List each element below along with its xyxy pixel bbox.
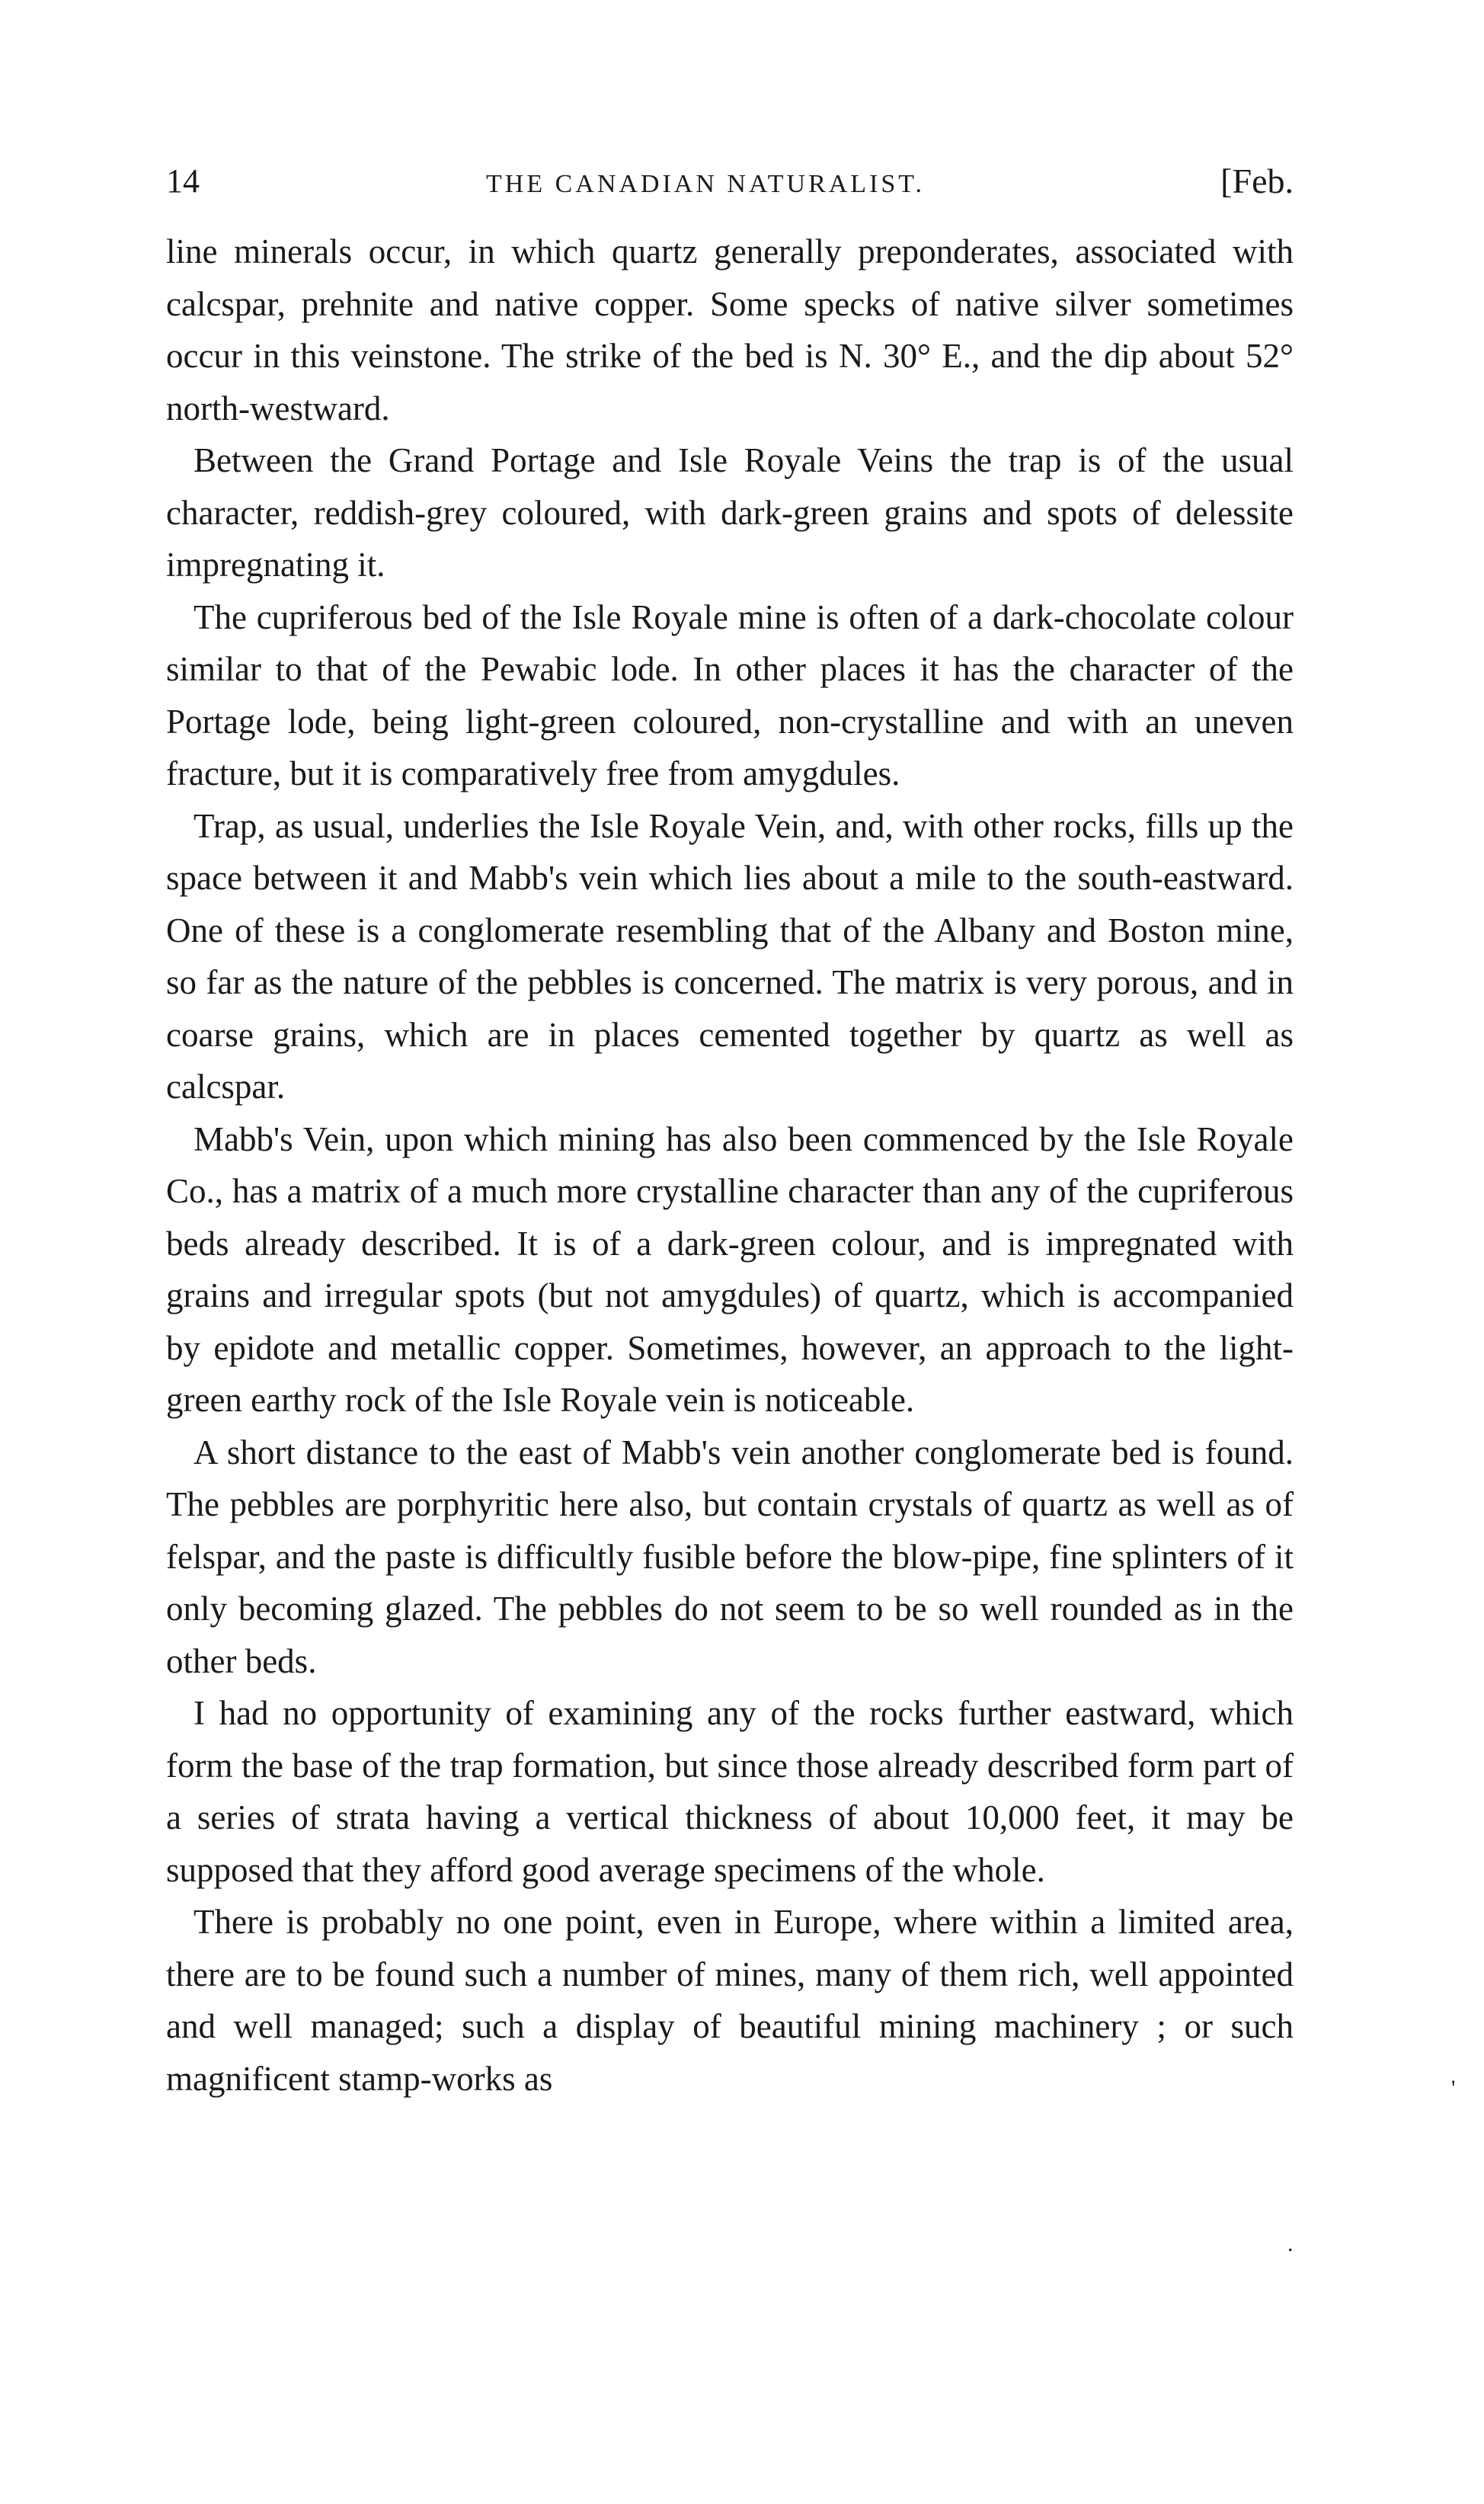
paragraph-8: There is probably no one point, even in Europe, where within a limited area, there are to be found such a number of mines, many of them rich, well appointed and well managed; such a display of beautiful mining machinery ; or such magnificent stamp-works as <box>166 1903 1294 2098</box>
paragraph-6: A short distance to the east of Mabb's vein another conglomerate bed is found. The pebbles are porphyritic here also, but contain crystals of quartz as well as of felspar, and the paste is difficultly fusible before the blow-pipe, fine splinters of it only becoming glazed. The pebbles do not seem to be so well rounded as in the other beds. <box>166 1433 1294 1680</box>
paragraph-2: Between the Grand Portage and Isle Royale Veins the trap is of the usual character, reddish-grey coloured, with dark-green grains and spots of delessite impregnating it. <box>166 441 1294 584</box>
page-number: 14 <box>166 162 200 200</box>
issue-month: [Feb. <box>1220 162 1294 200</box>
paragraph-5: Mabb's Vein, upon which mining has also been commenced by the Isle Royale Co., has a matrix of a much more crystalline character than any of the cupriferous beds already described. It is of a dark-green colour, and is impregnated with grains and irregular spots (but not amygdules) of quartz, which is accompanied by epidote and metallic copper. Sometimes, however, an approach to the light-green earthy rock of the Isle Royale vein is noticeable. <box>166 1119 1294 1419</box>
running-head <box>166 159 1294 212</box>
margin-mark: . <box>1287 2231 1294 2256</box>
paragraph-7: I had no opportunity of examining any of the rocks further eastward, which form the base of the trap formation, but since those already described form part of a series of strata having a vertical thickness of about 10,000 feet, it may be supposed that they afford good average specimens of the whole. <box>166 1694 1294 1889</box>
margin-mark: ' <box>1451 2076 1456 2101</box>
journal-title: THE CANADIAN NATURALIST. <box>486 170 926 198</box>
paragraph-3: The cupriferous bed of the Isle Royale mine is often of a dark-chocolate colour similar to that of the Pewabic lode. In other places it has the character of the Portage lode, being light-green coloured, non-crystalline and with an uneven fracture, but it is comparatively free from amygdules. <box>166 597 1294 793</box>
body-text <box>166 226 1294 2105</box>
paragraph-1: line minerals occur, in which quartz generally preponderates, associated with calcspar, prehnite and native copper. Some specks of native silver sometimes occur in this veinstone. The strike of the bed is N. 30° E., and the dip about 52° north-westward. <box>166 232 1294 427</box>
paragraph-4: Trap, as usual, underlies the Isle Royale Vein, and, with other rocks, fills up the space between it and Mabb's vein which lies about a mile to the south-eastward. One of these is a conglomerate resembling that of the Albany and Boston mine, so far as the nature of the pebbles is concerned. The matrix is very porous, and in coarse grains, which are in places cemented together by quartz as well as calcspar. <box>166 806 1294 1106</box>
